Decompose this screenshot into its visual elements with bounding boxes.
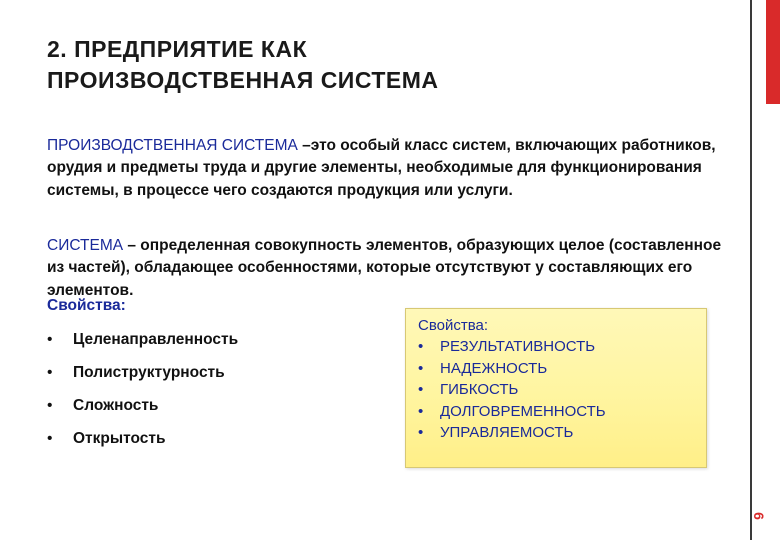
list-item bbox=[47, 356, 387, 389]
definition-system-text: – определенная совокупность элементов, образующих целое (составленное из частей), обладающее особенностями, которые отсутствуют у составляющих его элементов. bbox=[47, 236, 722, 299]
properties-left-heading: Свойства: bbox=[47, 297, 126, 314]
definition-system bbox=[47, 235, 737, 303]
definition-production-system bbox=[47, 135, 737, 203]
slide-title-line-1: 2. ПРЕДПРИЯТИЕ КАК bbox=[47, 36, 308, 62]
bullet-icon: • bbox=[418, 338, 424, 355]
bullet-icon: • bbox=[47, 397, 53, 414]
list-item-label: ДОЛГОВРЕМЕННОСТЬ bbox=[440, 402, 606, 420]
properties-box-bullets bbox=[418, 336, 694, 444]
bullet-icon: • bbox=[47, 364, 53, 381]
list-item bbox=[418, 336, 694, 358]
list-item bbox=[47, 389, 387, 422]
side-accent-bar bbox=[766, 0, 780, 104]
bullet-icon: • bbox=[418, 381, 424, 398]
bullet-icon: • bbox=[47, 430, 53, 447]
list-item bbox=[418, 358, 694, 380]
slide-title bbox=[47, 34, 737, 96]
term-production-system: ПРОИЗВОДСТВЕННАЯ СИСТЕМА bbox=[47, 136, 298, 154]
page-number: 6 bbox=[751, 512, 767, 520]
bullet-icon: • bbox=[418, 424, 424, 441]
list-item-label: Целенаправленность bbox=[73, 331, 239, 348]
list-item-label: НАДЕЖНОСТЬ bbox=[440, 359, 548, 377]
term-system: СИСТЕМА bbox=[47, 236, 124, 254]
bullet-icon: • bbox=[418, 402, 424, 420]
list-item-label: Сложность bbox=[73, 397, 159, 414]
slide-title-line-2: ПРОИЗВОДСТВЕННАЯ СИСТЕМА bbox=[47, 67, 439, 93]
list-item bbox=[47, 323, 387, 356]
bullet-icon: • bbox=[418, 359, 424, 377]
list-item bbox=[47, 422, 387, 455]
side-divider-line bbox=[750, 0, 752, 540]
bullet-icon: • bbox=[47, 331, 53, 348]
list-item-label: Открытость bbox=[73, 430, 166, 447]
definition-production-system-text: –это особый класс систем, включающих работников, орудия и предметы труда и другие элементы, необходимые для функционирования системы, в процессе чего создаются продукция или услуги. bbox=[47, 136, 716, 199]
properties-box-heading: Свойства: bbox=[418, 317, 489, 334]
properties-left-bullets bbox=[47, 323, 387, 455]
list-item bbox=[418, 422, 694, 444]
list-item-label: РЕЗУЛЬТАТИВНОСТЬ bbox=[440, 338, 596, 355]
properties-callout-box bbox=[405, 308, 707, 468]
list-item bbox=[418, 401, 694, 423]
properties-list-left bbox=[47, 297, 387, 455]
list-item-label: Полиструктурность bbox=[73, 364, 225, 381]
list-item bbox=[418, 379, 694, 401]
list-item-label: ГИБКОСТЬ bbox=[440, 381, 519, 398]
list-item-label: УПРАВЛЯЕМОСТЬ bbox=[440, 424, 574, 441]
